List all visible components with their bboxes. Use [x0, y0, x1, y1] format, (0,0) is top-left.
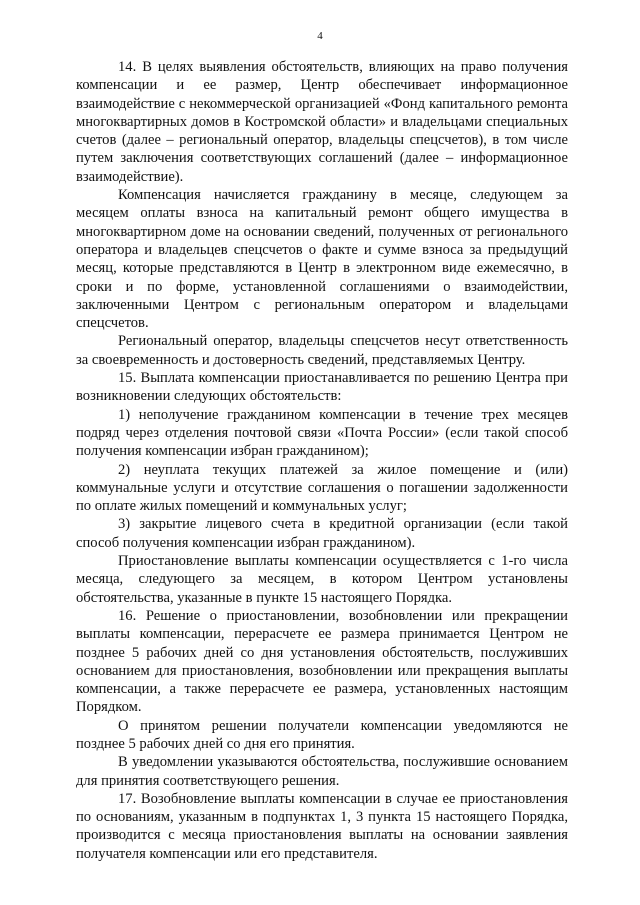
- page-number: 4: [317, 30, 323, 42]
- list-item-15-1: 1) неполучение гражданином компенсации в течение трех месяцев подряд через отделения почтовой связи «Почта России» (если такой способ получения компенсации избран гражданином);: [76, 406, 568, 460]
- paragraph-compensation-accrual: Компенсация начисляется гражданину в месяце, следующем за месяцем оплаты взноса на капитальный ремонт общего имущества в многоквартирном доме на основании сведений, полученных от регионального оператора и владельцев спецсчетов о факте и сумме взноса за предыдущий месяц, которые представляются в Центр в электронном виде ежемесячно, в сроки и по форме, установленной соглашениями о взаимодействии, заключенными Центром с региональным оператором и владельцами спецсчетов.: [76, 187, 568, 332]
- paragraph-17: 17. Возобновление выплаты компенсации в случае ее приостановления по основаниям, указанным в подпунктах 1, 3 пункта 15 настоящего Порядка, производится с месяца приостановления выплаты на основании заявления получателя компенсации или его представителя.: [76, 790, 568, 862]
- paragraph-15: 15. Выплата компенсации приостанавливается по решению Центра при возникновении следующих обстоятельств:: [76, 370, 568, 405]
- paragraph-14: 14. В целях выявления обстоятельств, влияющих на право получения компенсации и ее размер, Центр обеспечивает информационное взаимодействие с некоммерческой организацией «Фонд капитального ремонта многоквартирных домов в Костромской области» и владельцами специальных счетов (далее – региональный оператор, владельцы спецсчетов), в том числе путем заключения соответствующих соглашений (далее – информационное взаимодействие).: [76, 59, 568, 185]
- document-body: [76, 58, 568, 863]
- list-item-15-3: 3) закрытие лицевого счета в кредитной организации (если такой способ получения компенсации избран гражданином).: [76, 516, 568, 551]
- paragraph-notification-content: В уведомлении указываются обстоятельства, послужившие основанием для принятия соответствующего решения.: [76, 754, 568, 789]
- paragraph-operator-responsibility: Региональный оператор, владельцы спецсчетов несут ответственность за своевременность и достоверность сведений, представляемых Центру.: [76, 333, 568, 368]
- list-item-15-2: 2) неуплата текущих платежей за жилое помещение и (или) коммунальные услуги и отсутствие соглашения о погашении задолженности по оплате жилых помещений и коммунальных услуг;: [76, 461, 568, 515]
- paragraph-notification: О принятом решении получатели компенсации уведомляются не позднее 5 рабочих дней со дня его принятия.: [76, 717, 568, 752]
- paragraph-16: 16. Решение о приостановлении, возобновлении или прекращении выплаты компенсации, перерасчете ее размера принимается Центром не позднее 5 рабочих дней со дня установления обстоятельств, послуживших основанием для приостановления, возобновлении или прекращения выплаты компенсации, а также перерасчете ее размера, установленных настоящим Порядком.: [76, 607, 568, 716]
- paragraph-suspension-start: Приостановление выплаты компенсации осуществляется с 1-го числа месяца, следующего за месяцем, в котором Центром установлены обстоятельства, указанные в пункте 15 настоящего Порядка.: [76, 553, 568, 606]
